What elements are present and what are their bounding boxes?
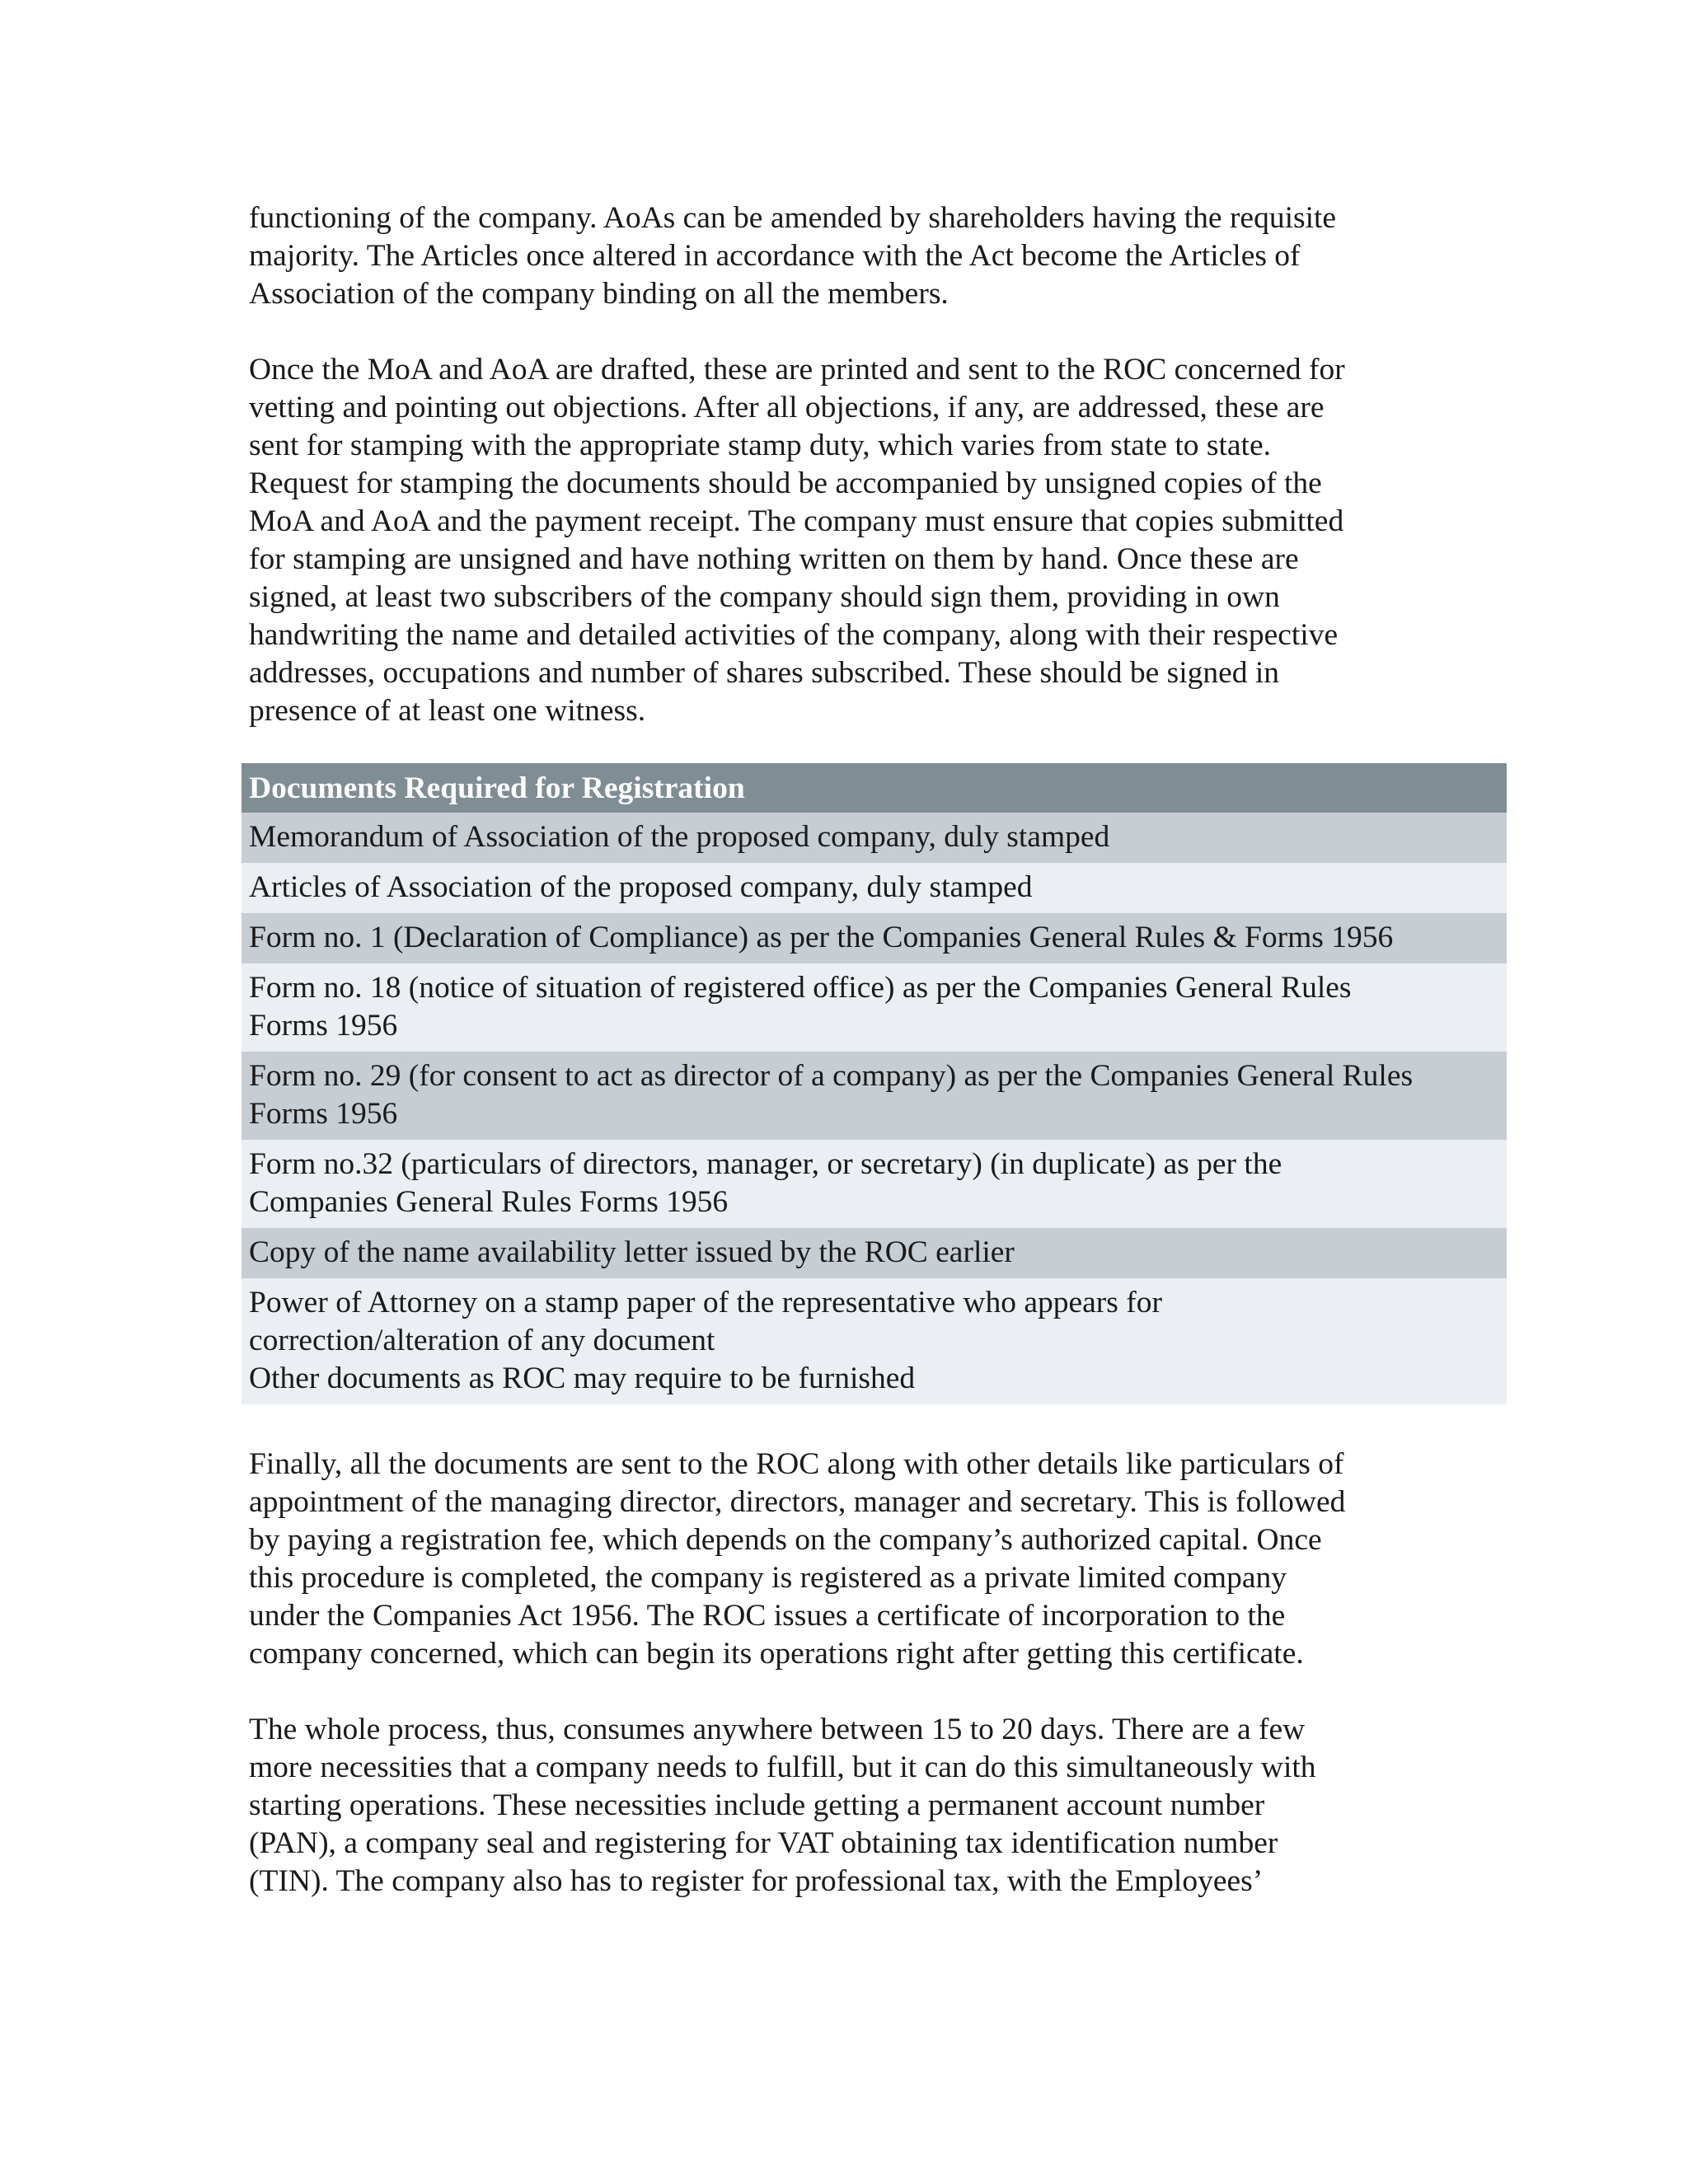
table-row [241, 863, 1507, 913]
table-row [241, 913, 1507, 963]
table-cell: Other documents as ROC may require to be furnished [241, 1360, 1507, 1404]
table-row [241, 1360, 1507, 1404]
table-cell: Form no. 1 (Declaration of Compliance) as per the Companies General Rules & Forms 1956 [241, 913, 1507, 963]
documents-required-table [241, 763, 1507, 1404]
table-cell: Form no. 29 (for consent to act as director of a company) as per the Companies General Rules Forms 1956 [241, 1052, 1507, 1140]
table-header: Documents Required for Registration [241, 763, 1507, 813]
table-cell: Articles of Association of the proposed company, duly stamped [241, 863, 1507, 913]
table-cell: Form no.32 (particulars of directors, manager, or secretary) (in duplicate) as per the Companies General Rules Forms 1956 [241, 1140, 1507, 1228]
table-cell: Form no. 18 (notice of situation of registered office) as per the Companies General Rules Forms 1956 [241, 963, 1507, 1052]
table-row [241, 813, 1507, 863]
table-header-row [241, 763, 1507, 813]
table-cell: Power of Attorney on a stamp paper of the representative who appears for correction/alteration of any document [241, 1278, 1507, 1360]
table-row [241, 1052, 1507, 1140]
table-row [241, 963, 1507, 1052]
document-page [249, 199, 1518, 1900]
table-row [241, 1228, 1507, 1278]
paragraph-roc-registration: Finally, all the documents are sent to the ROC along with other details like particulars of appointment of the managing director, directors, manager and secretary. This is followed by paying a registration fee, which depends on the company’s authorized capital. Once this procedure is completed, the company is registered as a private limited company under the Companies Act 1956. The ROC issues a certificate of incorporation to the company concerned, which can begin its operations right after getting this certificate. [249, 1447, 1346, 1671]
table-row [241, 1140, 1507, 1228]
paragraph-aoa-amendment: functioning of the company. AoAs can be amended by shareholders having the requisite majority. The Articles once altered in accordance with the Act become the Articles of Association of the company binding on all the members. [249, 201, 1337, 311]
paragraph-moa-aoa-drafting: Once the MoA and AoA are drafted, these are printed and sent to the ROC concerned for vetting and pointing out objections. After all objections, if any, are addressed, these are sent for stamping with the appropriate stamp duty, which varies from state to state. Request for stamping the documents should be accompanied by unsigned copies of the MoA and AoA and the payment receipt. The company must ensure that copies submitted for stamping are unsigned and have nothing written on them by hand. Once these are signed, at least two subscribers of the company should sign them, providing in own handwriting the name and detailed activities of the company, along with their respective addresses, occupations and number of shares subscribed. These should be signed in presence of at least one witness. [249, 353, 1345, 728]
table-cell: Memorandum of Association of the proposed company, duly stamped [241, 813, 1507, 863]
table-cell: Copy of the name availability letter issued by the ROC earlier [241, 1228, 1507, 1278]
paragraph-process-duration: The whole process, thus, consumes anywhere between 15 to 20 days. There are a few more necessities that a company needs to fulfill, but it can do this simultaneously with starting operations. These necessities include getting a permanent account number (PAN), a company seal and registering for VAT obtaining tax identification number (TIN). The company also has to register for professional tax, with the Employees’ [249, 1713, 1316, 1898]
table-row [241, 1278, 1507, 1360]
